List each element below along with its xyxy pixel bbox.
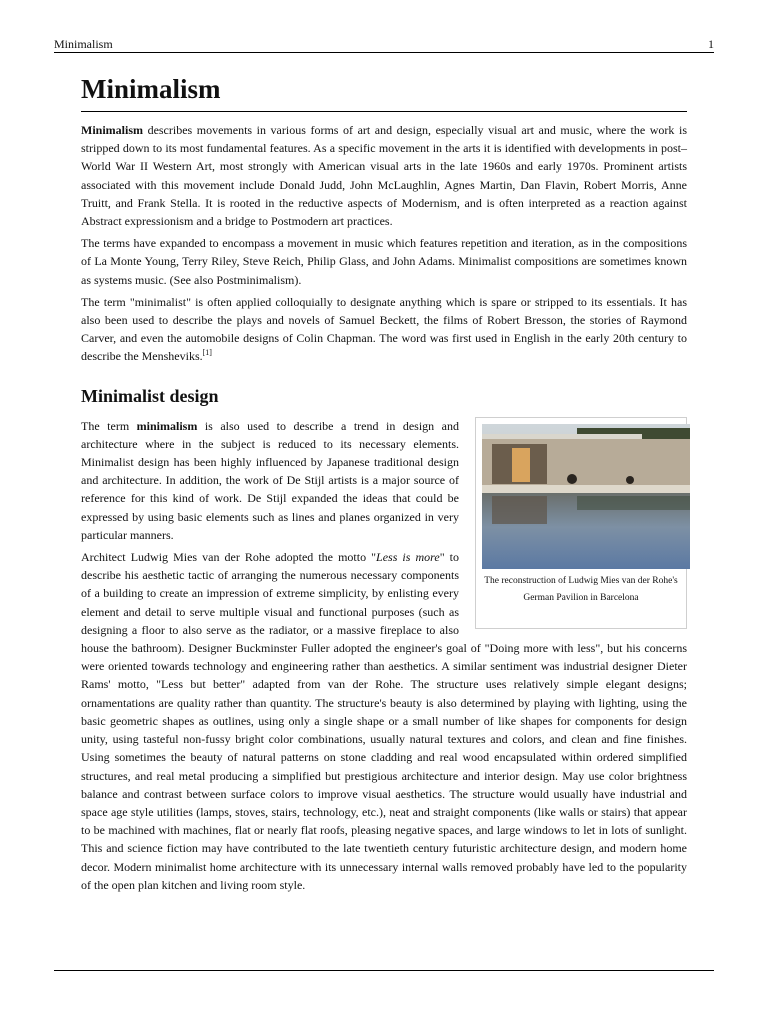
photo-terrace <box>482 485 690 493</box>
photo-roof <box>482 434 642 439</box>
intro-term[interactable]: Minimalism <box>81 123 143 137</box>
design-paragraph-1-lead: The term <box>81 418 137 433</box>
design-paragraph-2-text: " to describe his aesthetic tactic of arranging the numerous necessary components of a building to create an impression of extreme simplicity, by enlisting every element and detail to serve multiple visual and functional purposes (such as designing a floor to also serve as the radiator, or a massive fireplace to also house the bathroom). Designer Buckminster Fuller adopted the engineer's goal of "Doing more with less", but his concerns were oriented towards technology and engineering rather than aesthetics. A similar sentiment was industrial designer Dieter Rams' motto, "Less but better" adapted from van der Rohe. The structure uses relatively simple elegant designs; ornamentations are quality rather than quantity. The structure's beauty is also determined by playing with lighting, using the basic geometric shapes as outlines, using only a single shape or a small number of like shapes for components for design unity, using tasteful non-fussy bright color combinations, usually natural textures and colors, and clean and fine finishes. Using sometimes the beauty of natural patterns on stone cladding and real wood encapsulated within ordered simplified structures, and real metal producing a simplified but prestigious architecture and interior design. May use color brightness balance and contrast between surface colors to improve visual aesthetics. The structure would usually have industrial and space age style utilities (lamps, stoves, stairs, technology, etc.), neat and straight components (like walls or stairs) that appear to be machined with machines, flat or nearly flat roofs, pleasing negative spaces, and large windows to let in lots of sunlight. This and science fiction may have contributed to the late twentieth century futuristic architecture design, and modern home decor. Modern minimalist home architecture with its unnecessary internal walls removed probably have led to the popularity of the open plan kitchen and living room style. <box>81 550 687 892</box>
running-header <box>54 36 714 53</box>
intro-paragraph-3 <box>81 293 687 366</box>
page-title: Minimalism <box>81 70 687 112</box>
design-term: minimalism <box>136 418 198 433</box>
photo-figure <box>626 476 634 484</box>
section-heading: Minimalist design <box>81 385 219 406</box>
intro-paragraph-1 <box>81 121 687 230</box>
figure-pavilion <box>475 417 687 629</box>
photo-figure <box>567 474 577 484</box>
figure-caption: The reconstruction of Ludwig Mies van der Rohe's German Pavilion in Barcelona <box>484 575 678 603</box>
footer-rule <box>54 970 714 971</box>
running-title: Minimalism <box>54 37 113 51</box>
intro-paragraph-3-text: The term "minimalist" is often applied colloquially to designate anything which is spare or stripped to its essentials. It has also been used to describe the plays and novels of Samuel Beckett, the films of Robert Bresson, the stories of Raymond Carver, and even the automobile designs of Colin Chapman. The word was first used in English in the early 20th century to describe the Mensheviks. <box>81 294 687 364</box>
article-body <box>81 70 687 898</box>
design-paragraph-2-lead: Architect Ludwig Mies van der Rohe adopted the motto " <box>81 550 377 565</box>
photo-reflection <box>492 496 547 524</box>
intro-paragraph-2: The terms have expanded to encompass a movement in music which features repetition and iteration, as in the compositions of La Monte Young, Terry Riley, Steve Reich, Philip Glass, and John Adams. Minimalist compositions are sometimes known as systems music. (See also Postminimalism). <box>81 236 687 287</box>
motto: Less is more <box>376 550 440 565</box>
pavilion-photo[interactable] <box>482 424 690 569</box>
design-paragraph-1-text: is also used to describe a trend in design and architecture where in the subject is reduced to its necessary elements. Minimalist design has been highly influenced by Japanese traditional design and architecture. In addition, the work of De Stijl artists is a major source of reference for this kind of work. De Stijl expanded the ideas that could be expressed by using basic elements such as lines and planes organized in very particular manners. <box>81 418 459 542</box>
photo-reflection <box>577 496 690 510</box>
page-number: 1 <box>708 37 714 51</box>
footnote-link[interactable]: [1] <box>202 348 212 358</box>
photo-interior-light <box>512 448 530 482</box>
intro-paragraph-1-text: describes movements in various forms of art and design, especially visual art and music, where the work is stripped down to its most fundamental features. As a specific movement in the arts it is identified with developments in post–World War II Western Art, most strongly with American visual arts in the late 1960s and early 1970s. Prominent artists associated with this movement include Donald Judd, John McLaughlin, Agnes Martin, Dan Flavin, Robert Morris, Anne Truitt, and Frank Stella. It is rooted in the reductive aspects of Modernism, and is often interpreted as a reaction against Abstract expressionism and a bridge to Postmodern art practices. <box>81 123 687 229</box>
